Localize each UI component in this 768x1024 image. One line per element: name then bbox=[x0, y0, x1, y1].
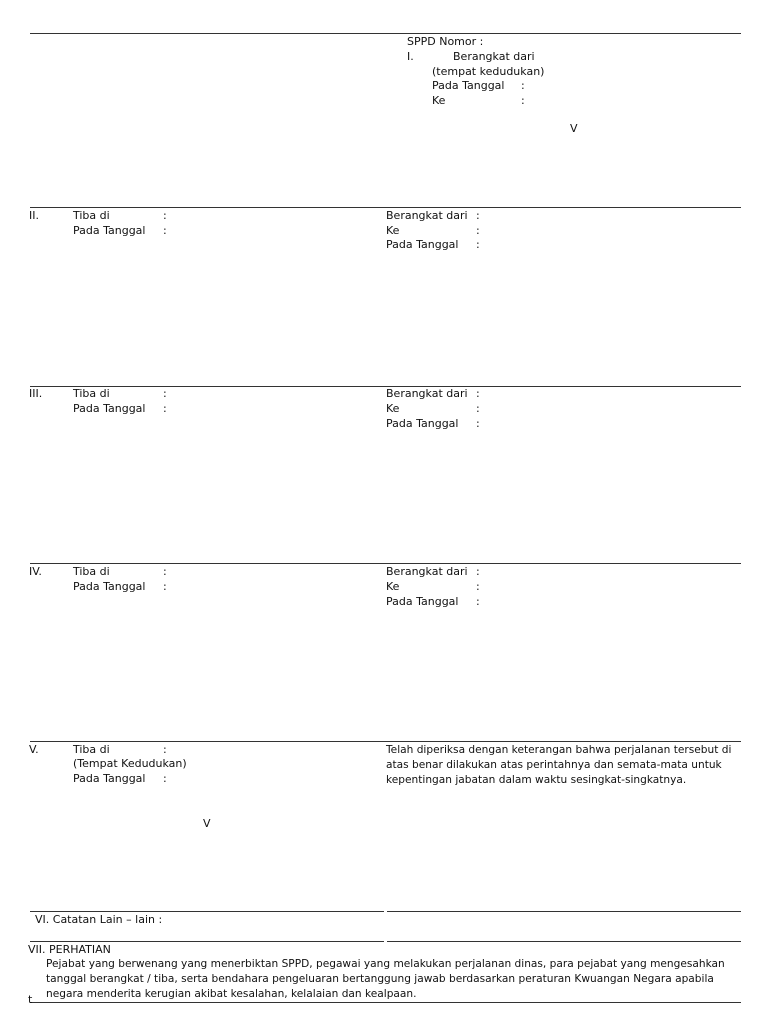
ke-colon: : bbox=[476, 580, 480, 593]
pada-tanggal-right-colon: : bbox=[476, 417, 480, 430]
tiba-di-label: Tiba di bbox=[73, 565, 110, 578]
pada-tanggal-right-colon: : bbox=[476, 238, 480, 251]
verification-statement: Telah diperiksa dengan keterangan bahwa perjalanan tersebut di atas benar dilakukan atas perintahnya dan semata-mata untuk kepentingan jabatan dalam waktu sesingkat-singkatnya. bbox=[386, 744, 732, 786]
section-roman: II. bbox=[29, 209, 39, 222]
rule-section-iv bbox=[30, 563, 741, 564]
perhatian-body: Pejabat yang berwenang yang menerbiktan SPPD, pegawai yang melakukan perjalanan dinas, para pejabat yang mengesahkan tanggal berangkat / tiba, serta bendahara pengeluaran bertanggung jawab berdasarkan peraturan Kwuangan Negara apabila negara menderita kerugian akibat kesalahan, kelalaian dan kealpaan. bbox=[46, 958, 725, 1000]
sppd-nomor-label: SPPD Nomor : bbox=[407, 35, 484, 48]
ke-colon: : bbox=[476, 224, 480, 237]
section-i-roman: I. bbox=[407, 50, 414, 63]
stray-mark: t bbox=[28, 993, 33, 1006]
berangkat-dari-label: Berangkat dari bbox=[386, 209, 468, 222]
perhatian-heading: VII. PERHATIAN bbox=[28, 943, 111, 956]
ke-label: Ke bbox=[432, 94, 446, 107]
check-mark-v: V bbox=[203, 817, 211, 830]
rule-bottom bbox=[30, 1002, 741, 1003]
ke-label: Ke bbox=[386, 580, 400, 593]
tiba-di-label: Tiba di bbox=[73, 387, 110, 400]
catatan-lain-label: VI. Catatan Lain – lain : bbox=[35, 913, 163, 926]
section-roman: V. bbox=[29, 743, 39, 756]
pada-tanggal-label: Pada Tanggal bbox=[73, 580, 146, 593]
pada-tanggal-colon: : bbox=[163, 772, 167, 785]
check-mark-v: V bbox=[570, 122, 578, 135]
berangkat-dari-label: Berangkat dari bbox=[453, 50, 535, 63]
rule-section-vii-right bbox=[387, 941, 741, 942]
tiba-di-label: Tiba di bbox=[73, 209, 110, 222]
section-roman: III. bbox=[29, 387, 43, 400]
tiba-di-colon: : bbox=[163, 209, 167, 222]
pada-tanggal-label: Pada Tanggal bbox=[73, 772, 146, 785]
berangkat-dari-colon: : bbox=[476, 565, 480, 578]
ke-colon: : bbox=[521, 94, 525, 107]
pada-tanggal-right-colon: : bbox=[476, 595, 480, 608]
pada-tanggal-right-label: Pada Tanggal bbox=[386, 595, 459, 608]
tiba-di-label: Tiba di bbox=[73, 743, 110, 756]
tiba-di-colon: : bbox=[163, 387, 167, 400]
pada-tanggal-label: Pada Tanggal bbox=[73, 402, 146, 415]
pada-tanggal-label: Pada Tanggal bbox=[432, 79, 505, 92]
rule-section-vi-left bbox=[30, 911, 384, 912]
berangkat-dari-colon: : bbox=[476, 387, 480, 400]
ke-label: Ke bbox=[386, 224, 400, 237]
pada-tanggal-right-label: Pada Tanggal bbox=[386, 238, 459, 251]
berangkat-dari-label: Berangkat dari bbox=[386, 565, 468, 578]
pada-tanggal-colon: : bbox=[163, 402, 167, 415]
pada-tanggal-colon: : bbox=[163, 224, 167, 237]
pada-tanggal-colon: : bbox=[521, 79, 525, 92]
rule-section-vi-right bbox=[387, 911, 741, 912]
tiba-di-colon: : bbox=[163, 565, 167, 578]
rule-section-v bbox=[30, 741, 741, 742]
tiba-di-colon: : bbox=[163, 743, 167, 756]
rule-section-ii bbox=[30, 207, 741, 208]
pada-tanggal-label: Pada Tanggal bbox=[73, 224, 146, 237]
ke-label: Ke bbox=[386, 402, 400, 415]
tempat-kedudukan-label: (Tempat Kedudukan) bbox=[73, 757, 187, 770]
rule-section-vii-left bbox=[30, 941, 384, 942]
tempat-kedudukan-label: (tempat kedudukan) bbox=[432, 65, 545, 78]
berangkat-dari-colon: : bbox=[476, 209, 480, 222]
pada-tanggal-right-label: Pada Tanggal bbox=[386, 417, 459, 430]
berangkat-dari-label: Berangkat dari bbox=[386, 387, 468, 400]
pada-tanggal-colon: : bbox=[163, 580, 167, 593]
rule-top bbox=[30, 33, 741, 34]
ke-colon: : bbox=[476, 402, 480, 415]
section-roman: IV. bbox=[29, 565, 42, 578]
